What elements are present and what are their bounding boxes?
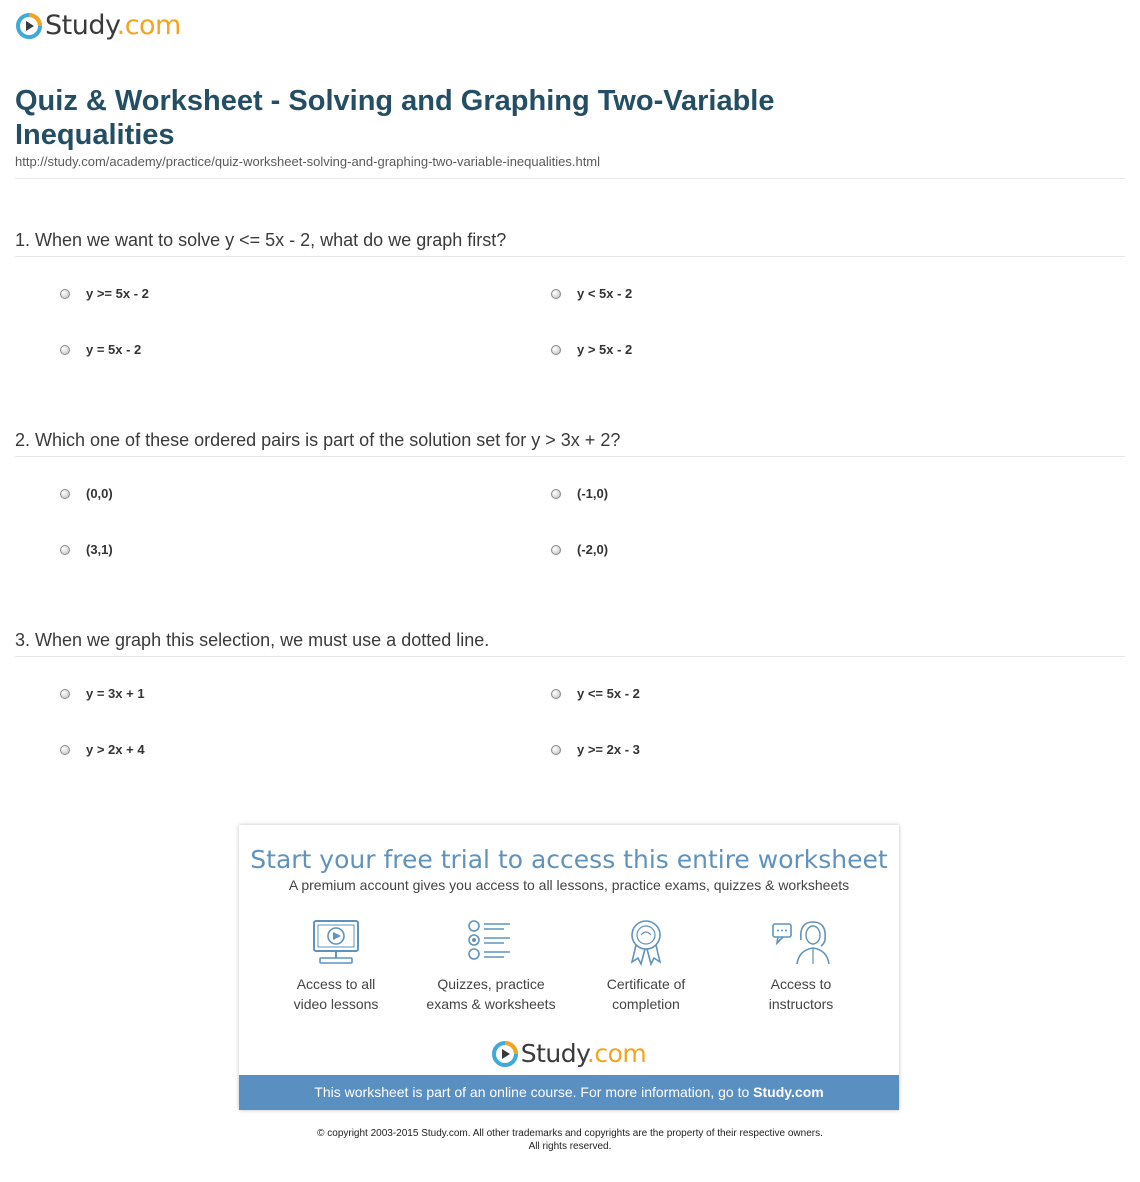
radio-button[interactable] — [551, 745, 561, 755]
radio-button[interactable] — [551, 545, 561, 555]
answer-option[interactable] — [60, 742, 145, 757]
feature-instructors — [721, 918, 881, 1014]
certificate-icon — [621, 918, 671, 966]
option-label: y > 2x + 4 — [86, 742, 145, 757]
video-lesson-icon — [311, 918, 361, 966]
question-3: 3. When we graph this selection, we must use a dotted line. — [15, 630, 490, 650]
feature-label: instructors — [768, 996, 834, 1012]
answer-option[interactable] — [551, 342, 632, 357]
page-title: Quiz & Worksheet - Solving and Graphing Two-Variable Inequalities — [15, 85, 775, 151]
radio-button[interactable] — [551, 289, 561, 299]
feature-label: Access to — [770, 976, 832, 992]
radio-button[interactable] — [551, 689, 561, 699]
answer-option[interactable] — [60, 486, 113, 501]
option-label: (0,0) — [86, 486, 113, 501]
option-label: y < 5x - 2 — [577, 286, 633, 301]
rights-line: All rights reserved. — [528, 1141, 612, 1152]
option-label: y >= 2x - 3 — [577, 742, 640, 757]
radio-button[interactable] — [551, 489, 561, 499]
option-label: y > 5x - 2 — [577, 342, 633, 357]
radio-button[interactable] — [60, 689, 70, 699]
study-logo[interactable] — [16, 10, 181, 41]
question-1: 1. When we want to solve y <= 5x - 2, what do we graph first? — [15, 230, 507, 250]
answer-option[interactable] — [60, 686, 145, 701]
course-info-text: This worksheet is part of an online course. For more information, go to — [314, 1084, 754, 1100]
answer-option[interactable] — [60, 342, 141, 357]
answer-option[interactable] — [551, 686, 640, 701]
feature-video-lessons — [256, 918, 416, 1014]
copyright-line: © copyright 2003-2015 Study.com. All other trademarks and copyrights are the property of their respective owners. — [317, 1128, 823, 1139]
promo-study-logo[interactable] — [239, 1039, 899, 1068]
radio-button[interactable] — [60, 745, 70, 755]
page-url: http://study.com/academy/practice/quiz-worksheet-solving-and-graphing-two-variable-inequalities.html — [15, 154, 601, 169]
promo-heading: Start your free trial to access this entire worksheet — [250, 845, 888, 874]
option-label: (3,1) — [86, 542, 113, 557]
play-logo-icon — [16, 13, 42, 39]
free-trial-promo[interactable] — [239, 825, 899, 1110]
answer-option[interactable] — [60, 542, 113, 557]
divider — [15, 656, 1125, 657]
feature-label: Quizzes, practice — [437, 976, 545, 992]
option-label: (-2,0) — [577, 542, 609, 557]
study-link[interactable]: Study.com — [753, 1084, 824, 1100]
radio-button[interactable] — [60, 489, 70, 499]
radio-button[interactable] — [60, 545, 70, 555]
feature-label: Access to all — [296, 976, 376, 992]
feature-label: video lessons — [293, 996, 379, 1012]
radio-button[interactable] — [60, 289, 70, 299]
promo-subheading: A premium account gives you access to all lessons, practice exams, quizzes & worksheets — [288, 877, 850, 893]
feature-quizzes — [411, 918, 571, 1014]
feature-label: completion — [612, 996, 680, 1012]
play-logo-icon — [492, 1041, 518, 1067]
option-label: (-1,0) — [577, 486, 609, 501]
divider — [15, 178, 1125, 179]
logo-text: Study.com — [45, 10, 181, 41]
answer-option[interactable] — [60, 286, 149, 301]
copyright-footer — [0, 1127, 1140, 1153]
option-label: y = 3x + 1 — [86, 686, 145, 701]
answer-option[interactable] — [551, 286, 632, 301]
quiz-list-icon — [466, 918, 516, 966]
feature-label: exams & worksheets — [426, 996, 556, 1012]
divider — [15, 256, 1125, 257]
option-label: y = 5x - 2 — [86, 342, 142, 357]
instructor-icon — [771, 918, 831, 966]
course-info-bar[interactable] — [239, 1075, 899, 1110]
radio-button[interactable] — [551, 345, 561, 355]
divider — [15, 456, 1125, 457]
option-label: y >= 5x - 2 — [86, 286, 149, 301]
answer-option[interactable] — [551, 542, 608, 557]
radio-button[interactable] — [60, 345, 70, 355]
answer-option[interactable] — [551, 486, 608, 501]
feature-label: Certificate of — [606, 976, 686, 992]
logo-text: Study.com — [520, 1039, 647, 1068]
feature-certificate — [566, 918, 726, 1014]
question-2: 2. Which one of these ordered pairs is part of the solution set for y > 3x + 2? — [15, 430, 621, 450]
answer-option[interactable] — [551, 742, 640, 757]
option-label: y <= 5x - 2 — [577, 686, 640, 701]
